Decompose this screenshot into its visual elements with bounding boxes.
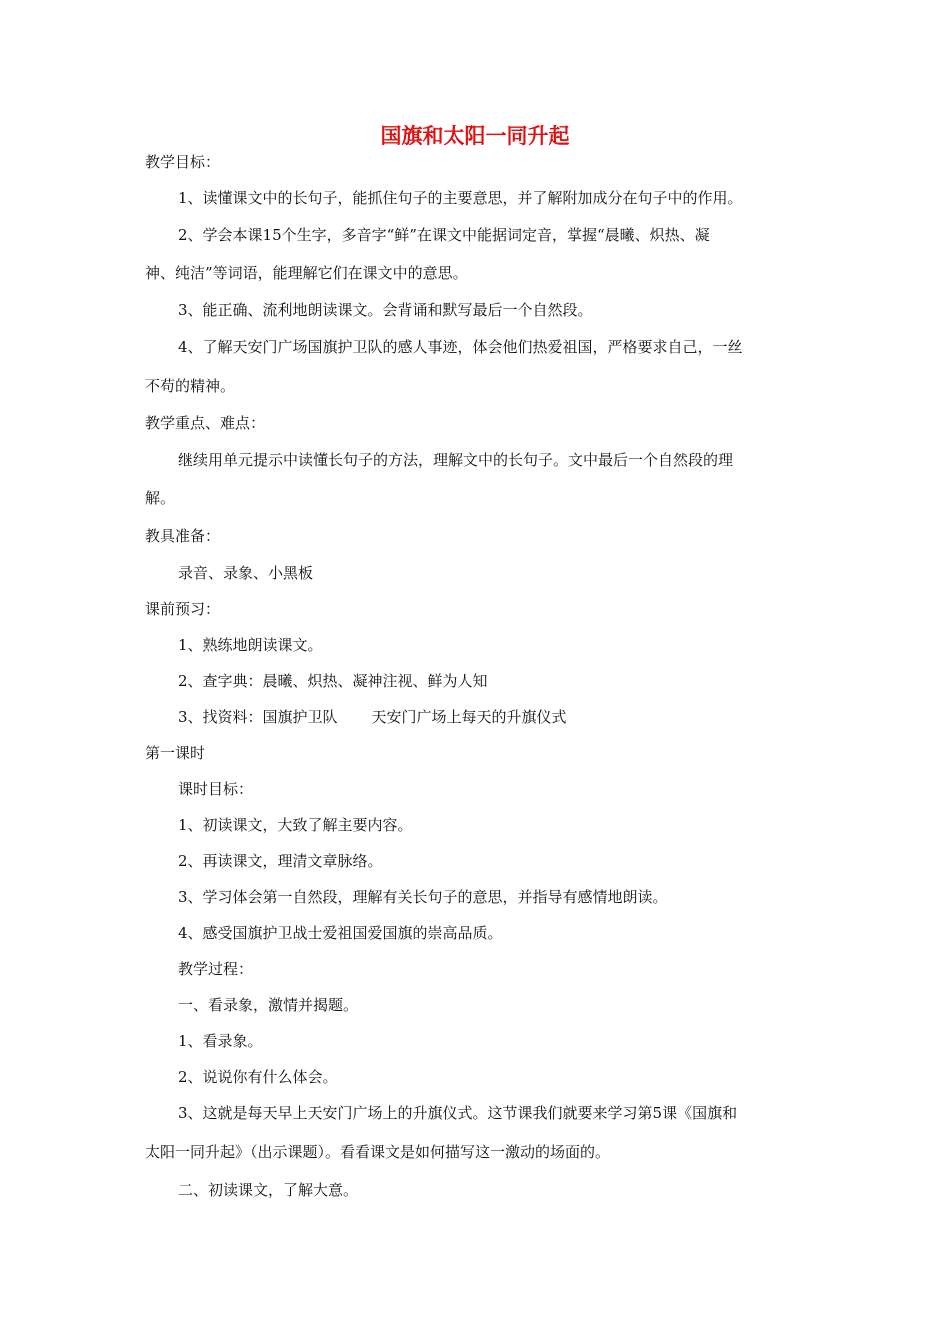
text-line: 4、了解天安门广场国旗护卫队的感人事迹，体会他们热爱祖国，严格要求自己，一丝 [178,338,743,356]
text-line: 1、初读课文，大致了解主要内容。 [178,816,413,834]
text-line: 二、初读课文，了解大意。 [178,1181,359,1199]
section-heading-objectives: 教学目标： [145,153,221,171]
text-segment: 3、找资料：国旗护卫队 [178,708,338,726]
text-line: 一、看录象，激情并揭题。 [178,996,359,1014]
text-line: 2、再读课文，理清文章脉络。 [178,852,383,870]
text-segment: 天安门广场上每天的升旗仪式 [371,708,567,726]
text-line: 3、能正确、流利地朗读课文。会背诵和默写最后一个自然段。 [178,301,593,319]
section-heading-key-points: 教学重点、难点： [145,414,266,432]
section-heading-first-lesson: 第一课时 [145,744,206,762]
text-line: 录音、录象、小黑板 [178,564,314,582]
text-line: 2、学会本课15个生字，多音字“鲜”在课文中能据词定音，掌握“晨曦、炽热、凝 [178,226,710,244]
section-heading-preview: 课前预习： [145,600,221,618]
text-line: 1、读懂课文中的长句子，能抓住句子的主要意思，并了解附加成分在句子中的作用。 [178,189,743,207]
text-line: 太阳一同升起》（出示课题）。看看课文是如何描写这一激动的场面的。 [145,1143,611,1161]
text-line: 神、纯洁”等词语，能理解它们在课文中的意思。 [145,264,468,282]
section-heading-materials: 教具准备： [145,527,221,545]
text-line: 1、看录象。 [178,1032,263,1050]
text-line: 解。 [145,489,176,507]
text-line: 3、这就是每天早上天安门广场上的升旗仪式。这节课我们就要来学习第5课《国旗和 [178,1104,738,1122]
subsection-heading: 课时目标： [178,780,254,798]
text-line: 2、说说你有什么体会。 [178,1068,338,1086]
text-line: 2、查字典：晨曦、炽热、凝神注视、鲜为人知 [178,672,488,690]
document-title: 国旗和太阳一同升起 [380,123,570,148]
subsection-heading: 教学过程： [178,960,254,978]
text-line [178,705,567,729]
text-line: 不苟的精神。 [145,377,236,395]
text-line: 4、感受国旗护卫战士爱祖国爱国旗的崇高品质。 [178,924,503,942]
text-line: 继续用单元提示中读懂长句子的方法，理解文中的长句子。文中最后一个自然段的理 [178,451,734,469]
text-line: 3、学习体会第一自然段，理解有关长句子的意思，并指导有感情地朗读。 [178,888,668,906]
text-line: 1、熟练地朗读课文。 [178,636,323,654]
